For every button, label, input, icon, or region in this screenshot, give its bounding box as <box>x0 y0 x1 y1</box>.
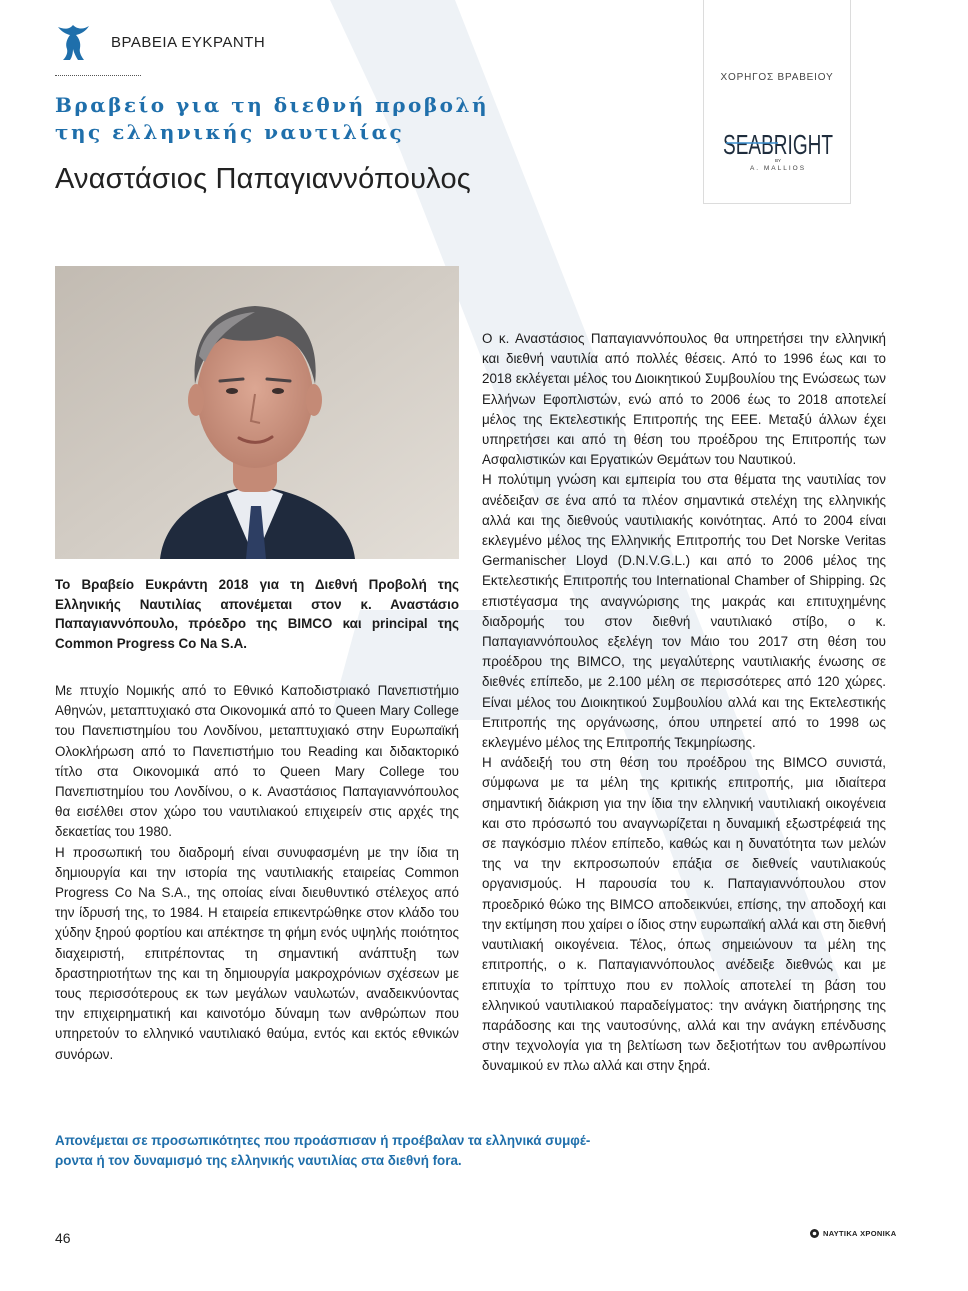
sponsor-box <box>703 0 851 204</box>
body-paragraph: Με πτυχίο Νομικής από το Εθνικό Καποδιστριακό Πανεπιστήμιο Αθηνών, μεταπτυχιακό στα Οικονομικά από το Queen Mary College του Πανεπιστημίου του Λονδίνου, μεταπτυχιακό στην Ευρωπαϊκή Ολοκλήρωση από το Πανεπιστήμιο του Reading και διδακτορικό τίτλο στα Οικονομικά από το Queen Mary College του Πανεπιστημίου του Λονδίνου, ο κ. Αναστάσιος Παπαγιαννόπουλος θα εισέλθει στον χώρο του ναυτιλιακού επιχειρείν στις αρχές της δεκαετίας του 1980. <box>55 683 459 840</box>
body-column-left <box>55 681 459 1065</box>
article-title-line-1: Βραβείο για τη διεθνή προβολή <box>55 93 490 117</box>
header-divider <box>55 75 141 76</box>
award-description-line-2: ροντα ή τον δυναμισμό της ελληνικής ναυτιλίας στα διεθνή fora. <box>55 1153 462 1168</box>
body-column-right <box>482 329 886 1077</box>
publication-name: ΝΑΥΤΙΚΑ ΧΡΟΝΙΚΑ <box>823 1229 897 1238</box>
page-number: 46 <box>55 1230 71 1246</box>
brand-by: BY <box>774 158 782 163</box>
article-title-line-2: της ελληνικής ναυτιλίας <box>55 120 405 144</box>
body-paragraph: Η προσωπική του διαδρομή είναι συνυφασμένη με την ίδια τη δημιουργία και την ιστορία της ναυτιλιακής εταιρείας Common Progress Co Na S.A., της οποίας είναι διευθυντικό στέλεχος από την ίδρυσή της, το 1984. Η εταιρεία επικεντρώθηκε στον κλάδο του χύδην ξηρού φορτίου και απέκτησε τη φήμη ενός υψηλής ποιότητος διαχειριστή, επιτρέποντας τη σημαντική ανάπτυξη των δραστηριοτήτων της και τη δημιουργία μακροχρόνιων σχέσεων με τους περισσότερους εκ των μεγάλων ναυλωτών, αναδεικνύοντας την επιχειρηματική και καινοτόμο δύναμη των ανθρώπων που υπηρετούν το ελληνικό ναυτιλιακό θαύμα, εντός και εκτός εθνικών συνόρων. <box>55 844 459 1062</box>
brand-name: SEABRIGHT <box>723 129 833 160</box>
section-header <box>55 22 265 62</box>
body-paragraph: Η ανάδειξή του στη θέση του προέδρου της BIMCO συνιστά, σύμφωνα με τα μέλη της κριτικής επιτροπής, μια ιδιαίτερα σημαντική διάκριση για την ίδια την ελληνική ναυτιλιακή οικογένεια και στο πρόσωπό του αναγνωρίζεται η δυναμική εξωστρέφειά της σε παγκόσμιο πλέον επίπεδο, καθώς και η δυνατότητα των μελών της να την εκπροσωπούν επάξια σε διεθνείς ναυτιλιακούς οργανισμούς. Η παρουσία του κ. Παπαγιαννόπουλου στον προεδρικό θώκο της BIMCO αποδεικνύει, επίσης, την αποδοχή και την εκτίμηση που χαίρει ο ίδιος στην ευρωπαϊκή αλλά και στη διεθνή ναυτιλιακή οικογένεια. Τέλος, όπως σημειώνουν τα μέλη της επιτροπής, ο κ. Παπαγιαννόπουλος ανέδειξε διεθνώς και με επιτυχία το τρίπτυχο που εν πολλοίς αποτελεί τη βάση του ελληνικού ναυτιλιακού παραδείγματος: την ανάγκη διατήρησης της παράδοσης και της ναυτοσύνης, αλλά και την ανάγκη επένδυσης στην τεχνολογία για τη βελτίωση των δεξιοτήτων του ανθρωπίνου δυναμικού εν πλω αλλά και στην ξηρά. <box>482 755 886 1074</box>
nc-circle-logo-icon <box>810 1229 819 1238</box>
body-paragraph: Ο κ. Αναστάσιος Παπαγιαννόπουλος θα υπηρετήσει την ελληνική και διεθνή ναυτιλία από πολλές θέσεις. Από το 1996 έως και το 2018 εκλέγεται μέλος του Διοικητικού Συμβουλίου της Ενώσεως των Ελλήνων Εφοπλιστών, ενώ από το 2006 έως το 2018 αποτελεί μέλος της Εκτελεστικής Επιτροπής της ΕΕΕ. Μεταξύ άλλων έχει υπηρετήσει και από τη θέση του προέδρου της Επιτροπής των Ασφαλιστικών και Εργατικών Θεμάτων του Ναυτικού. <box>482 331 886 468</box>
body-paragraph: Η πολύτιμη γνώση και εμπειρία του στα θέματα της ναυτιλίας τον ανέδειξαν σε ένα από τα πλέον σημαντικά στελέχη της ελληνικής αλλά και της διεθνούς ναυτιλιακής κοινότητας. Από το 2004 είναι εκλεγμένο μέλος της Ελληνικής Επιτροπής του Det Norske Veritas Germanischer Lloyd (D.N.V.G.L.) και από το 2006 μέλος της Εκτελεστικής Επιτροπής του International Chamber of Shipping. Ως επιστέγασμα της αναγνώρισης της μακράς και επιτυχημένης διαδρομής του στον διεθνή ναυτιλιακό στίβο, ο κ. Παπαγιαννόπουλος εξελέγη τον Μάιο του 2017 στη θέση του προέδρου της BIMCO, της μεγαλύτερης ναυτιλιακής ένωσης σε διεθνές επίπεδο, με 2.100 μέλη σε περισσότερες από 120 χώρες. Είναι μέλος του Διοικητικού Συμβουλίου αλλά και της Εκτελεστικής Επιτροπής της οργάνωσης, όπου υπηρετεί από το 1998 ως εκλεγμένο μέλος της Επιτροπής Τεκμηρίωσης. <box>482 472 886 751</box>
winged-figure-icon <box>55 22 91 62</box>
sponsor-brand-logo <box>722 124 834 172</box>
publication-footer <box>810 1229 896 1238</box>
brand-owner: A. MALLIOS <box>749 165 807 172</box>
portrait-photo <box>55 266 459 559</box>
honoree-name: Αναστάσιος Παπαγιαννόπουλος <box>55 163 471 195</box>
sponsor-label: ΧΟΡΗΓΟΣ ΒΡΑΒΕΙΟΥ <box>720 72 834 83</box>
section-label: ΒΡΑΒΕΙΑ ΕΥΚΡΑΝΤΗ <box>111 33 266 51</box>
lead-paragraph: Το Βραβείο Ευκράντη 2018 για τη Διεθνή Προβολή της Ελληνικής Ναυτιλίας απονέμεται στον κ. Αναστάσιο Παπαγιαννόπουλο, πρόεδρο της BIMCO και principal της Common Progress Co Na S.A. <box>55 577 459 651</box>
award-description-note <box>55 1131 615 1171</box>
article-title <box>55 92 490 146</box>
award-description-line-1: Απονέμεται σε προσωπικότητες που προάσπισαν ή προέβαλαν τα ελληνικά συμφέ- <box>55 1133 591 1148</box>
